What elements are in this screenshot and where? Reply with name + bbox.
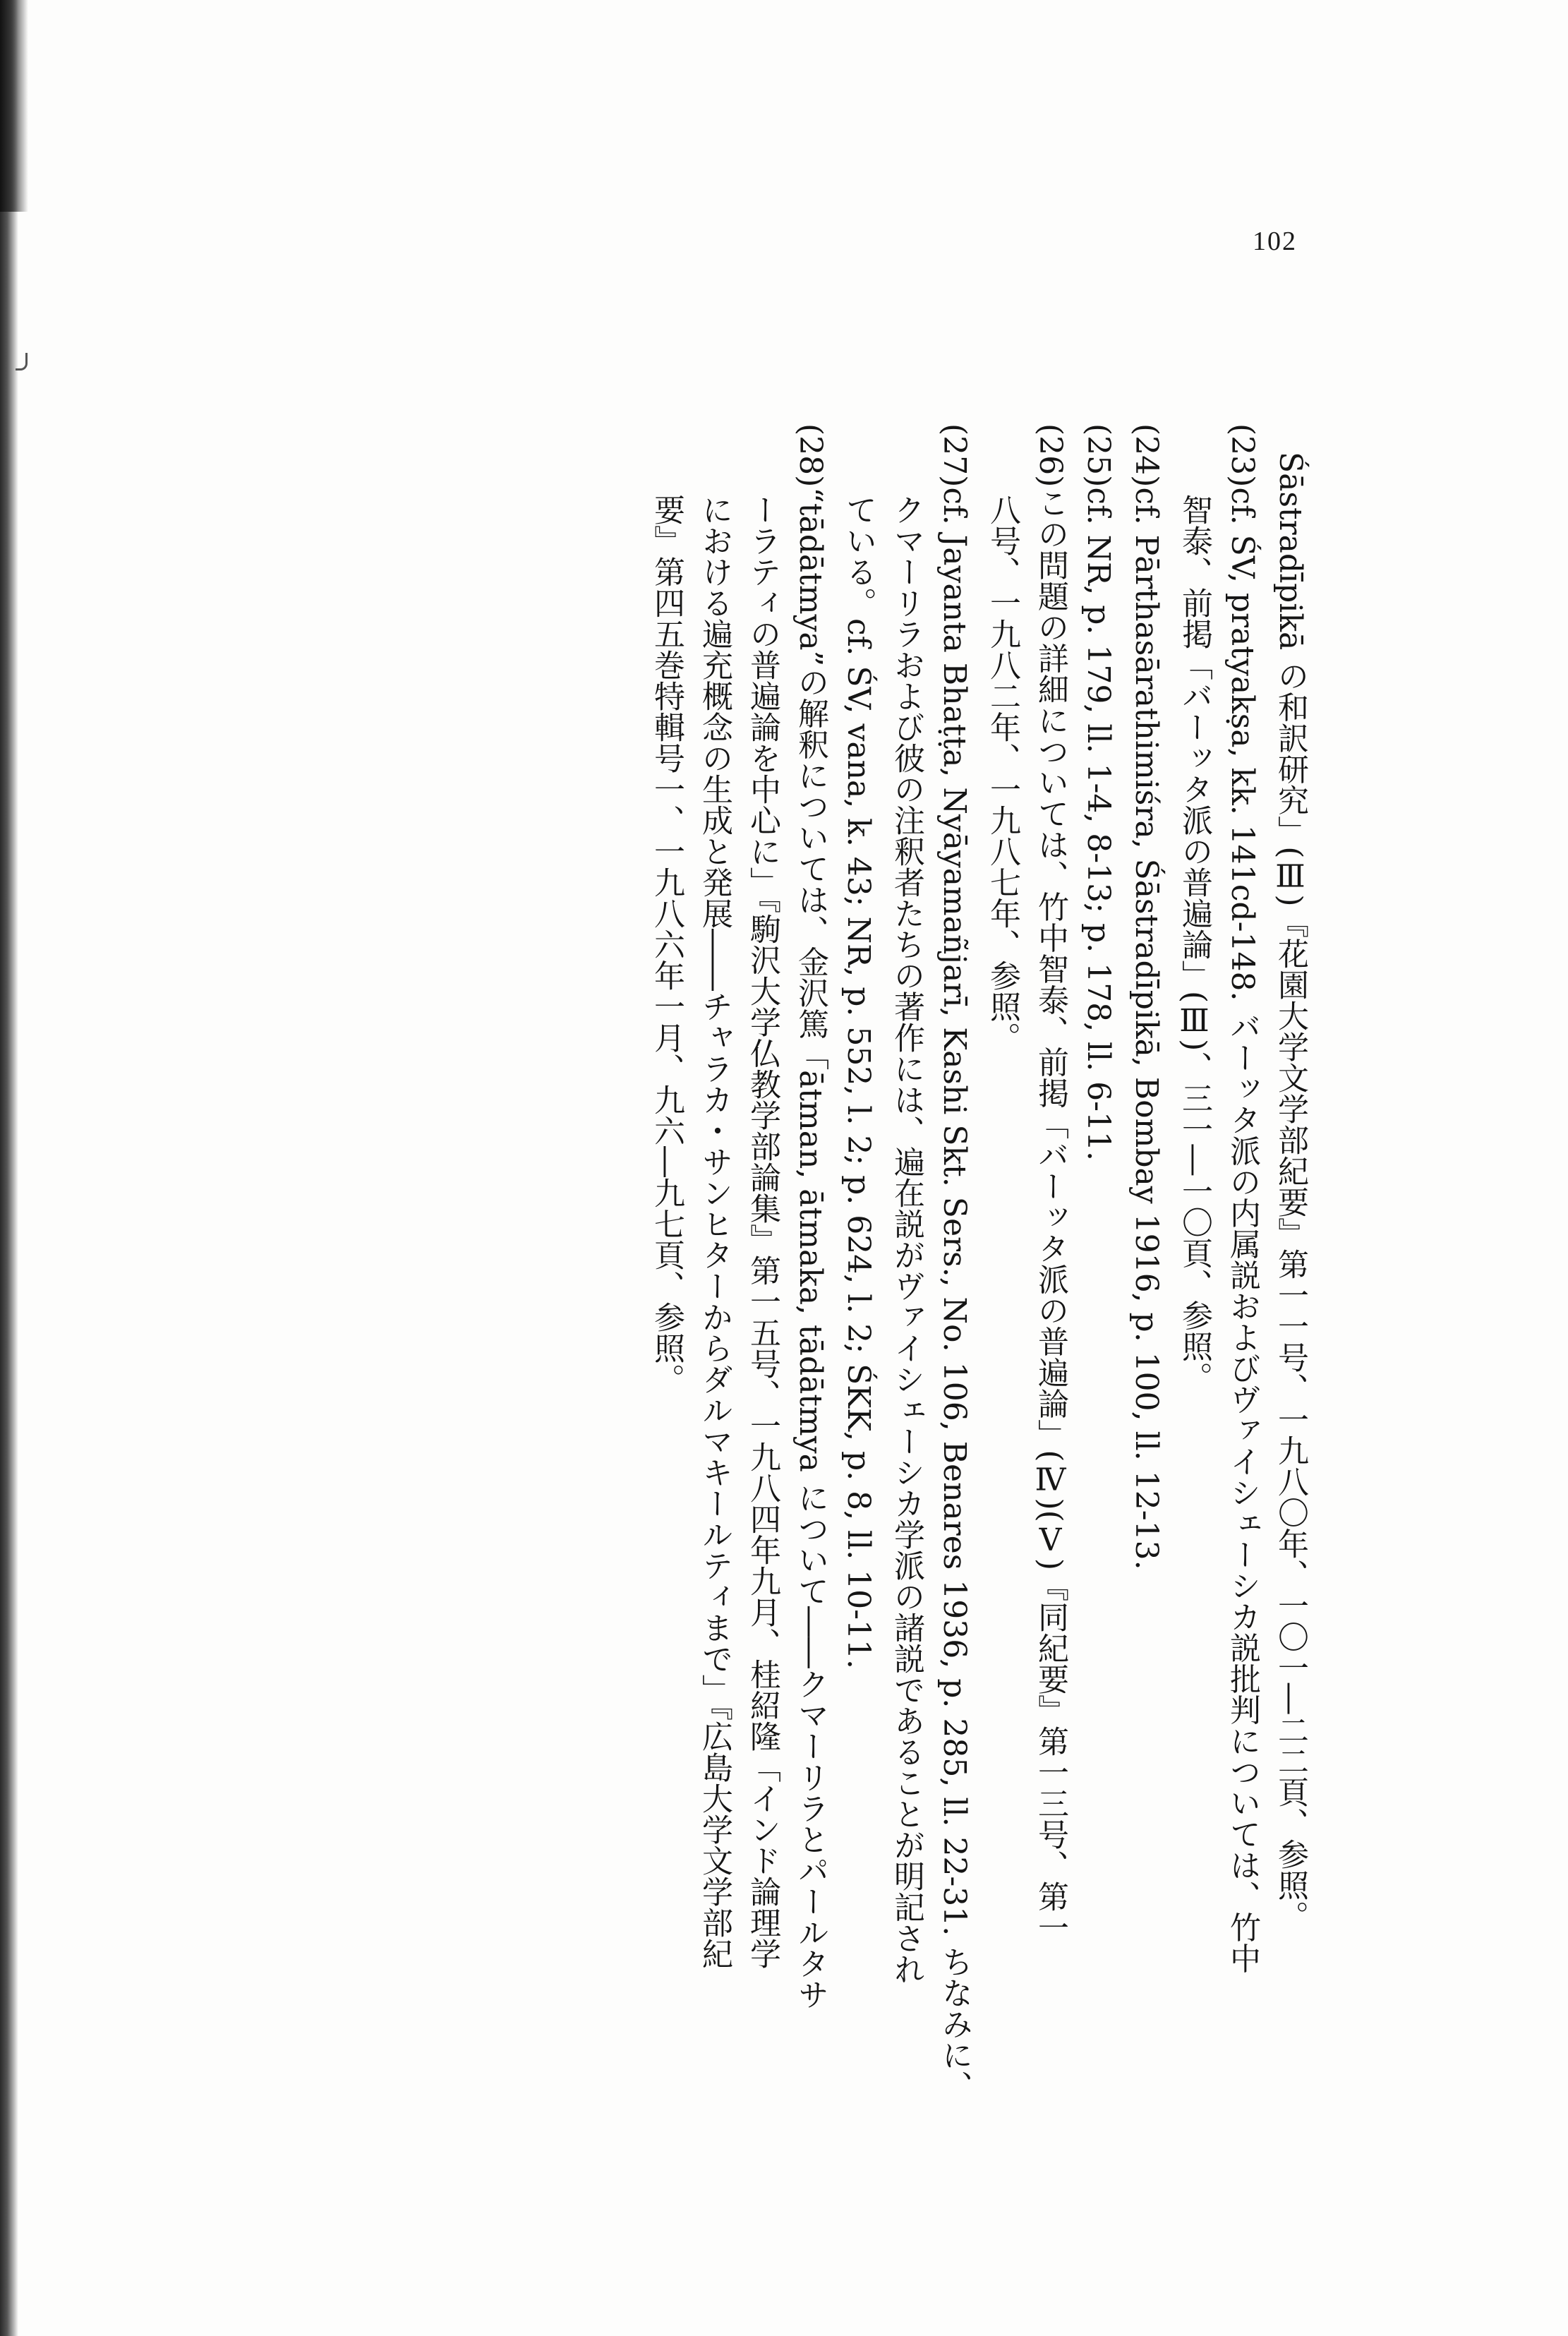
footnotes xyxy=(642,423,1314,2174)
footnote-text: cf. Jayanta Bhaṭṭa, Nyāyamañjarī, Kashi Skt. Sers., No. 106, Benares 1936, p. 285, ll. 22-31. ちなみに、 xyxy=(936,487,972,2102)
scan-edge-top xyxy=(0,0,28,212)
footnote-text: cf. NR, p. 179, ll. 1-4, 8-13; p. 178, ll. 6-11. xyxy=(1080,487,1116,1162)
margin-mark xyxy=(16,353,28,371)
footnote-text: 要』第四五巻特輯号一、一九八六年一月、九六―九七頁、参照。 xyxy=(649,494,685,1395)
footnote-text: クマーリラおよび彼の注釈者たちの著作には、遍在説がヴァイシェーシカ学派の諸説であることが明記され xyxy=(888,494,924,1985)
footnote-line xyxy=(690,423,738,2174)
footnote-line xyxy=(786,423,834,2174)
footnote-number: (25) xyxy=(1080,423,1116,488)
footnote-text: “tādātmya”の解釈については、金沢篤「ātman, ātmaka, tādātmya について――クマーリラとパールタサ xyxy=(792,487,828,2010)
footnote-text: ーラティの普遍論を中心に」『駒沢大学仏教学部論集』第一五号、一九八四年九月、桂紹隆「インド論理学 xyxy=(744,494,780,1969)
footnote-number: (28) xyxy=(792,423,828,488)
footnote-line xyxy=(1026,423,1074,2174)
footnote-text: 八号、一九八二年、一九八七年、参照。 xyxy=(984,494,1020,1053)
footnote-text: cf. ŚV, pratyakṣa, kk. 141cd-148. バーッタ派の内属説およびヴァイシェーシカ説批判については、竹中 xyxy=(1224,487,1260,1974)
footnote-number: (26) xyxy=(1032,423,1068,488)
footnote-text: Śāstradīpikā の和訳研究」(Ⅲ)『花園大学文学部紀要』第一一号、一九八〇年、一〇一―二二頁、参照。 xyxy=(1272,452,1308,1932)
footnote-line xyxy=(1266,423,1314,2174)
footnote-number: (23) xyxy=(1224,423,1260,488)
footnote-line xyxy=(1170,423,1218,2174)
footnote-line xyxy=(1074,423,1122,2174)
footnote-line xyxy=(834,423,882,2174)
footnote-line xyxy=(642,423,690,2174)
footnote-line xyxy=(978,423,1026,2174)
page-number: 102 xyxy=(1253,227,1297,256)
footnote-text: における遍充概念の生成と発展――チャラカ・サンヒターからダルマキールティまで」『広島大学文学部紀 xyxy=(696,494,732,1969)
scan-edge xyxy=(0,0,18,2336)
footnote-line xyxy=(882,423,930,2174)
footnote-number: (27) xyxy=(936,423,972,488)
footnote-text: この問題の詳細については、竹中智泰、前掲「バーッタ派の普遍論」(Ⅳ)(Ⅴ)『同紀要』第一三号、第一 xyxy=(1032,487,1068,1943)
footnote-line xyxy=(930,423,978,2174)
footnote-text: ている。cf. ŚV, vana, k. 43; NR, p. 552, l. 2; p. 624, l. 2; ŚKK, p. 8, ll. 10-11. xyxy=(840,494,876,1669)
footnote-line xyxy=(738,423,786,2174)
footnote-line xyxy=(1218,423,1266,2174)
footnote-text: cf. Pārthasārathimiśra, Śāstradīpikā, Bombay 1916, p. 100, ll. 12-13. xyxy=(1128,487,1164,1570)
footnote-line xyxy=(1122,423,1170,2174)
footnote-text: 智泰、前掲「バーッタ派の普遍論」(Ⅲ)、三一―一〇頁、参照。 xyxy=(1176,494,1212,1393)
footnote-number: (24) xyxy=(1128,423,1164,488)
